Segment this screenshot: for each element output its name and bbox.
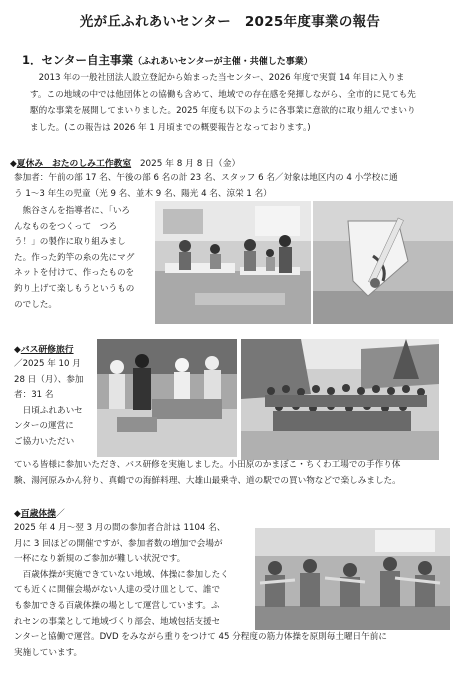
body-line: んなものをつくって つろ	[14, 221, 117, 232]
fishcake-workshop-photo	[97, 339, 237, 457]
body-line: う！」の製作に取り組みまし	[14, 237, 126, 248]
body-line: れセンの事業として地域づくり部会、地域包括支援セ	[14, 616, 221, 627]
bullet: ◆	[10, 159, 17, 169]
body-line: 実施しています。	[14, 647, 83, 658]
body-line: ても近くに開催会場がない人達の受け皿として、誰で	[14, 585, 221, 596]
bullet: ◆	[14, 509, 21, 519]
body-line: 百歳体操が実施できていない地域、体操に参加したく	[14, 569, 229, 580]
body-line: 2025 年 4 月～翌 3 月の間の参加者合計は 1104 名、	[14, 523, 226, 533]
info-line: ／2025 年 10 月	[14, 359, 81, 369]
event1-details	[14, 171, 454, 202]
body-line: ンターと協働で運営。DVD をみながら重りをつけて 45 分程度の筋力体操を原則毎土曜日午前に	[14, 632, 387, 642]
event1-title: 夏休み おたのしみ工作教室	[16, 159, 132, 169]
exercise-class-photo	[255, 528, 450, 630]
event3-body-full	[14, 630, 454, 661]
event3-heading	[14, 506, 65, 519]
intro-line: 駆的な事業を展開してまいりました。2025 年度も以下のように各事業に意欲的に取り組んでまいり	[30, 106, 416, 117]
event3-title: 百歳体操	[20, 509, 56, 519]
body-line: も参加できる百歳体操の場として運営しています。ふ	[14, 600, 220, 611]
event3-body	[14, 521, 274, 630]
info-line: 者：31 名	[14, 390, 54, 401]
workshop-classroom-photo	[155, 201, 311, 324]
event2-heading	[14, 342, 74, 355]
event2-body	[14, 458, 454, 489]
intro-line: ました。(この報告は 2026 年 1 月頃までの概要報告となっております。)	[30, 122, 311, 133]
info-line: 日頃ふれあいセ	[14, 405, 83, 416]
body-line: た。作った釣竿の糸の先にマグ	[14, 252, 135, 263]
body-line: ネットを付けて、作ったものを	[14, 268, 135, 279]
fishing-rod-craft-photo	[313, 201, 453, 324]
section-heading-sub: （ふれあいセンターが主催・共催した事業）	[133, 57, 313, 67]
body-line: 験、湯河原みかん狩り、真鶴での海鮮料理、大雄山最乗寺、道の駅での買い物などで楽しみました。	[14, 475, 401, 486]
event1-body	[14, 204, 164, 313]
event2-title: バス研修旅行	[20, 345, 74, 355]
info-line: 28 日（月）、参加	[14, 374, 84, 385]
section-heading	[22, 52, 313, 68]
event3-slash: ／	[55, 509, 65, 519]
intro-paragraph	[30, 70, 450, 136]
body-line: 釣り上げて楽しもうというもの	[14, 283, 135, 294]
info-line: ンターの運営に	[14, 421, 74, 432]
info-line: ご協力いただい	[14, 436, 75, 447]
body-line: ている皆様に参加いただき、バス研修を実施しました。小田原のかまぼこ・ちくわ工場での手作り体	[14, 460, 401, 470]
event2-info	[14, 357, 104, 451]
event1-heading	[10, 156, 240, 169]
intro-line: す。この地域の中では他団体との協働も含めて、地域での存在感を発揮しながら、全市的に見ても先	[30, 89, 416, 100]
body-line: 月に 3 回ほどの開催ですが、参加者数の増加で会場が	[14, 538, 223, 549]
group-photo	[241, 339, 439, 460]
section-heading-main: 1．センター自主事業	[22, 53, 134, 67]
bullet: ◆	[14, 345, 21, 355]
event1-date: 2025 年 8 月 8 日（金）	[131, 159, 241, 169]
intro-line: 2013 年の一般社団法人設立登記から始まった当センター、2026 年度で実質 14 年目に入りま	[30, 73, 405, 83]
detail-line: 参加者：午前の部 17 名、午後の部 6 名の計 23 名、スタッフ 6 名／対象は地区内の 4 小学校に通	[14, 173, 398, 183]
page-title: 光が丘ふれあいセンター 2025年度事業の報告	[79, 14, 381, 30]
detail-line: う 1～3 年生の児童（光 9 名、並木 9 名、陽光 4 名、涼栄 1 名）	[14, 188, 272, 199]
body-line: 熊谷さんを指導者に、「いろ	[14, 206, 131, 216]
body-line: 一杯になり新規のご参加が難しい状況です。	[14, 554, 186, 565]
body-line: のでした。	[14, 299, 57, 310]
